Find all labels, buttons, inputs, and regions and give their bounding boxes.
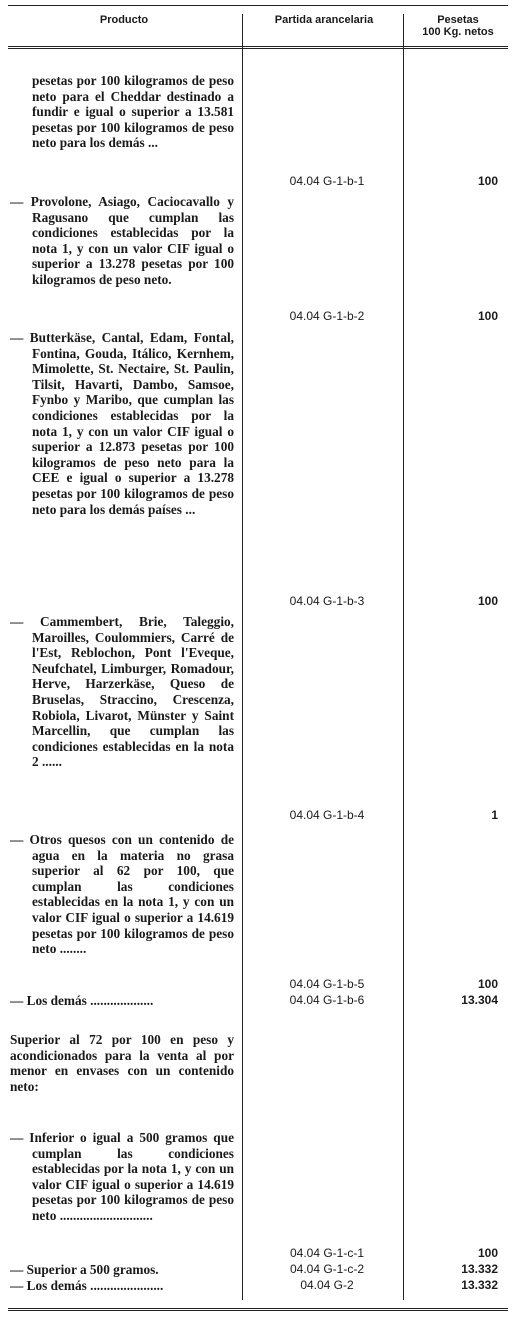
row-text: — Provolone, Asiago, Caciocavallo y Ragusano que cumplan las condiciones establecidas por la nota 1, y con un valor CIF igual o superior a 13.278 pesetas por 100 kilogramos de peso neto. (10, 194, 234, 287)
row-code: 04.04 G-1-b-2 (289, 309, 365, 323)
table-row (10, 194, 234, 288)
header-partida-arancelaria: Partida arancelaria (274, 14, 374, 26)
row-value: 13.332 (461, 1278, 498, 1292)
row-value: 100 (477, 1246, 498, 1260)
table-row (10, 1278, 234, 1294)
header-pesetas-line2: 100 Kg. netos (422, 26, 494, 38)
row-code: 04.04 G-1-b-5 (289, 977, 365, 991)
header-bottom-rule (8, 46, 508, 49)
header-pesetas-line1: Pesetas (437, 14, 479, 26)
row-value: 100 (477, 309, 498, 323)
row-text: — Otros quesos con un contenido de agua en la materia no grasa superior al 62 por 100, que cumplan las condiciones establecidas en la nota 1, y con un valor CIF igual o superior a 14.619 pesetas por 100 kilogramos de peso neto ........ (10, 832, 234, 957)
table-row (10, 614, 234, 770)
row-value: 13.332 (461, 1262, 498, 1276)
section-heading (10, 1032, 234, 1094)
table-row (10, 993, 234, 1009)
row-text: — Butterkäse, Cantal, Edam, Fontal, Fontina, Gouda, Itálico, Kernhem, Mimolette, St. Nectaire, St. Paulin, Tilsit, Havarti, Dambo, Samsoe, Fynbo y Maribo, que cumplan las condiciones establecidas por la nota 1, y con un valor CIF igual o superior a 12.873 pesetas por 100 kilogramos de peso neto para la CEE e igual o superior a 13.278 pesetas por 100 kilogramos de peso neto para los demás países ... (10, 330, 234, 517)
row-text: — Superior a 500 gramos. (10, 1262, 159, 1277)
row-code: 04.04 G-1-c-2 (289, 1262, 365, 1276)
row-code: 04.04 G-1-b-1 (289, 174, 365, 188)
table-row (10, 73, 234, 151)
column-divider-1 (242, 14, 243, 1300)
row-value: 100 (477, 977, 498, 991)
row-text: — Los demás ................... (10, 993, 154, 1008)
row-text: — Inferior o igual a 500 gramos que cumplan las condiciones establecidas por la nota 1, y con un valor CIF igual o superior a 14.619 pesetas por 100 kilogramos de peso neto ............................ (10, 1130, 234, 1223)
table-row (10, 832, 234, 957)
table-row (10, 1262, 234, 1278)
row-code: 04.04 G-1-b-4 (289, 808, 365, 822)
row-text: — Los demás ...................... (10, 1278, 164, 1293)
row-text: Superior al 72 por 100 en peso y acondicionados para la venta al por menor en envases con un contenido neto: (10, 1032, 234, 1094)
row-value: 100 (477, 594, 498, 608)
row-code: 04.04 G-1-b-6 (289, 993, 365, 1007)
row-code: 04.04 G-1-c-1 (289, 1246, 365, 1260)
row-value: 1 (491, 808, 498, 822)
header-top-rule (8, 5, 508, 6)
column-divider-2 (403, 14, 404, 1300)
footer-rule (8, 1308, 508, 1311)
header-pesetas (406, 14, 510, 38)
row-value: 100 (477, 174, 498, 188)
row-code: 04.04 G-2 (300, 1278, 354, 1292)
table-row (10, 1130, 234, 1224)
row-text: pesetas por 100 kilogramos de peso neto para el Cheddar destinado a fundir e igual o superior a 13.581 pesetas por 100 kilogramos de peso neto para los demás ... (32, 73, 234, 151)
row-value: 13.304 (461, 993, 498, 1007)
row-code: 04.04 G-1-b-3 (289, 594, 365, 608)
row-text: — Cammembert, Brie, Taleggio, Maroilles, Coulommiers, Carré de l'Est, Reblochon, Pont l'Eveque, Neufchatel, Limburger, Romadour, Herve, Harzerkäse, Queso de Bruselas, Straccino, Crescenza, Robiola, Livarot, Münster y Saint Marcellin, que cumplan las condiciones establecidas en la nota 2 ...... (10, 614, 234, 770)
table-row (10, 330, 234, 517)
header-producto: Producto (99, 14, 149, 26)
